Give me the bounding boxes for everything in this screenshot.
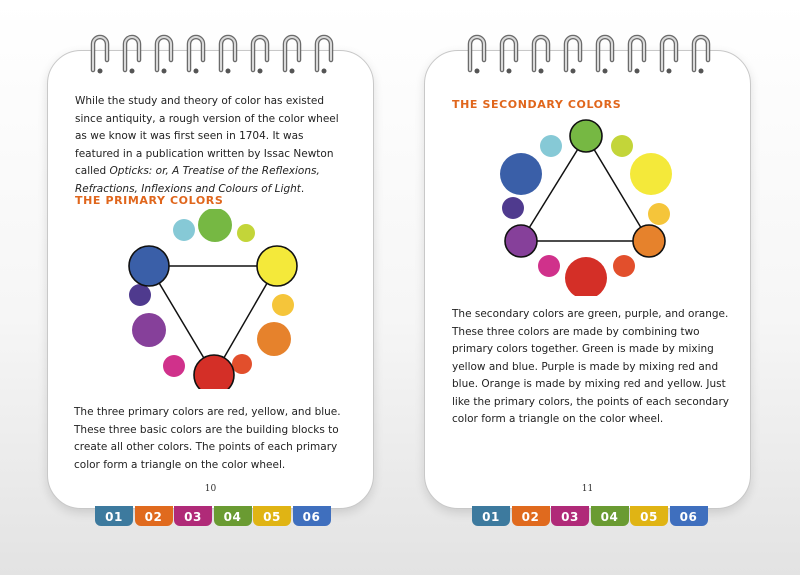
left-index-tabs [47,506,377,528]
spiral-ring [657,30,681,74]
spiral-ring [248,30,272,74]
spiral-ring [497,30,521,74]
spiral-ring [561,30,585,74]
blue-purple-circle [502,197,524,219]
yellow-green-circle [237,224,255,242]
green-circle [570,120,602,152]
blue-circle [129,246,169,286]
yellow-orange-circle [272,294,294,316]
spiral-ring [689,30,713,74]
index-tab-06[interactable]: 06 [293,506,331,526]
red-orange-circle [232,354,252,374]
red-orange-circle [613,255,635,277]
spiral-ring [120,30,144,74]
orange-circle [257,322,291,356]
red-circle [565,257,607,296]
index-tab-03[interactable]: 03 [551,506,589,526]
left-spiral-binding [47,20,377,70]
right-spiral-binding [424,20,754,70]
primary-color-wheel [116,209,316,389]
page-number: 10 [204,484,217,494]
index-tab-02[interactable]: 02 [135,506,173,526]
right-index-tabs [424,506,754,528]
secondary-colors-title: THE SECONDARY COLORS [452,98,622,111]
green-circle [198,209,232,242]
index-tab-01[interactable]: 01 [95,506,133,526]
yellow-green-circle [611,135,633,157]
red-circle [194,355,234,389]
orange-circle [633,225,665,257]
blue-purple-circle [129,284,151,306]
index-tab-01[interactable]: 01 [472,506,510,526]
magenta-circle [163,355,185,377]
spiral-ring [465,30,489,74]
right-page [424,50,751,509]
intro-end: . [300,182,305,195]
purple-circle [132,313,166,347]
spiral-ring [152,30,176,74]
index-tab-06[interactable]: 06 [670,506,708,526]
index-tab-05[interactable]: 05 [630,506,668,526]
intro-text: While the study and theory of color has existed since antiquity, a rough version of the color wheel as we know it was first seen in 1704. It was featured in a publication written by Issac Newton called [75,95,339,177]
page-number: 11 [581,484,594,494]
purple-circle [505,225,537,257]
spiral-ring [625,30,649,74]
spiral-ring [216,30,240,74]
primary-body-paragraph: The three primary colors are red, yellow, and blue. These three basic colors are the building blocks to create all other colors. The points of each primary color form a triangle on the color wheel. [74,406,341,471]
book-title: Opticks: or, A Treatise of the Reflexions, Refractions, Inflexions and Colours of Light [75,165,320,195]
spiral-ring [593,30,617,74]
blue-circle [500,153,542,195]
spiral-ring [312,30,336,74]
spiral-ring [280,30,304,74]
magenta-circle [538,255,560,277]
index-tab-02[interactable]: 02 [512,506,550,526]
index-tab-04[interactable]: 04 [214,506,252,526]
yellow-circle [257,246,297,286]
spiral-ring [88,30,112,74]
yellow-circle [630,153,672,195]
secondary-color-wheel [490,116,690,296]
index-tab-05[interactable]: 05 [253,506,291,526]
intro-paragraph [75,93,350,198]
index-tab-04[interactable]: 04 [591,506,629,526]
spiral-ring [184,30,208,74]
primary-colors-title: THE PRIMARY COLORS [75,194,224,207]
index-tab-03[interactable]: 03 [174,506,212,526]
secondary-body-paragraph: The secondary colors are green, purple, and orange. These three colors are made by combining two primary colors together. Green is made by mixing yellow and blue. Purple is made by mixing red and blue. Orange is made by mixing red and yellow. Just like the primary colors, the points of each secondary color form a triangle on the color wheel. [452,308,730,425]
spiral-ring [529,30,553,74]
yellow-orange-circle [648,203,670,225]
light-blue-circle [540,135,562,157]
light-blue-circle [173,219,195,241]
